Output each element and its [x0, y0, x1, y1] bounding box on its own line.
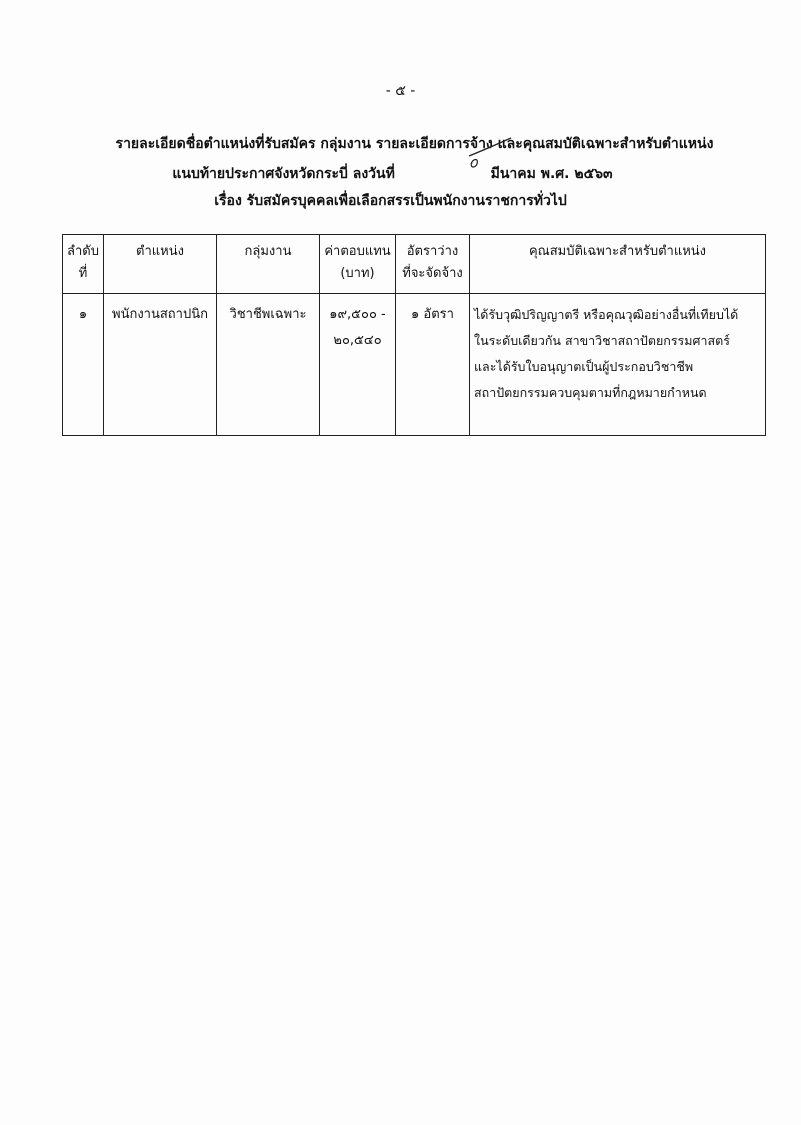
- header-text: อัตราว่าง: [406, 244, 459, 259]
- document-title-line-2: [0, 163, 793, 185]
- document-subject: เรื่อง รับสมัครบุคคลเพื่อเลือกสรรเป็นพนักงานราชการทั่วไป: [214, 193, 567, 209]
- positions-table: [62, 234, 766, 436]
- qualification-line: ได้รับวุฒิปริญญาตรี หรือคุณวุฒิอย่างอื่นที่เทียบได้: [474, 307, 739, 322]
- column-header-pay: [320, 235, 396, 294]
- pay-range-end: ๒๐,๕๔๐: [333, 333, 382, 348]
- column-header-qualification: [470, 235, 766, 294]
- announcement-month-year: มีนาคม พ.ศ. ๒๕๖๓: [490, 166, 613, 182]
- cell-group: วิชาชีพเฉพาะ: [217, 294, 320, 436]
- table-header-row: [63, 235, 766, 294]
- announcement-ref: แนบท้ายประกาศจังหวัดกระบี่ ลงวันที่: [172, 166, 395, 182]
- header-text: ที่จะจัดจ้าง: [402, 266, 463, 281]
- cell-qualification: [470, 294, 766, 436]
- column-header-group: [217, 235, 320, 294]
- pay-range-start: ๑๙,๕๐๐ -: [329, 307, 386, 322]
- header-text: ลำดับ: [67, 244, 99, 259]
- header-text: ค่าตอบแทน: [324, 244, 391, 259]
- header-text: กลุ่มงาน: [244, 244, 292, 259]
- column-header-vacancy: [396, 235, 470, 294]
- cell-pay: [320, 294, 396, 436]
- header-text: (บาท): [340, 266, 375, 281]
- qualification-line: ในระดับเดียวกัน สาขาวิชาสถาปัตยกรรมศาสตร์: [474, 333, 730, 348]
- column-header-no: [63, 235, 104, 294]
- qualification-line: สถาปัตยกรรมควบคุมตามที่กฎหมายกำหนด: [474, 385, 707, 400]
- header-text: ที่: [78, 266, 88, 281]
- cell-position: พนักงานสถาปนิก: [104, 294, 217, 436]
- column-header-position: [104, 235, 217, 294]
- document-title-line-1: รายละเอียดชื่อตำแหน่งที่รับสมัคร กลุ่มงาน รายละเอียดการจ้าง และคุณสมบัติเฉพาะสำหรับตำแหน่ง: [115, 136, 714, 152]
- header-text: ตำแหน่ง: [136, 244, 184, 259]
- table-row: [63, 294, 766, 436]
- qualification-line: และได้รับใบอนุญาตเป็นผู้ประกอบวิชาชีพ: [474, 359, 694, 374]
- header-text: คุณสมบัติเฉพาะสำหรับตำแหน่ง: [528, 244, 707, 259]
- cell-vacancy: ๑ อัตรา: [396, 294, 470, 436]
- page-number: - ๕ -: [385, 83, 416, 99]
- cell-no: ๑: [63, 294, 104, 436]
